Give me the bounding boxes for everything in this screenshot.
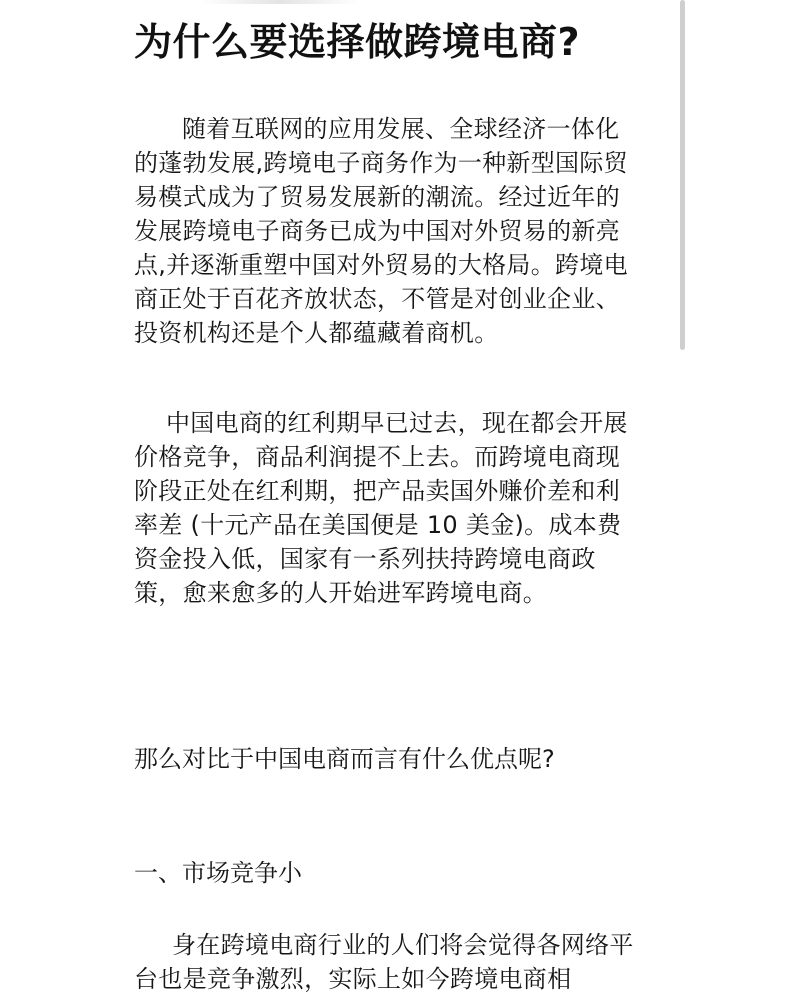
article-title: 为什么要选择做跨境电商? (134, 20, 581, 64)
top-edge-shadow (200, 0, 360, 4)
article-paragraph-competition: 身在跨境电商行业的人们将会觉得各网络平台也是竞争激烈，实际上如今跨境电商相 (134, 931, 634, 993)
section-heading-market-competition: 一、市场竞争小 (134, 859, 302, 887)
vertical-scrollbar-thumb[interactable] (680, 0, 685, 350)
article-paragraph-intro: 随着互联网的应用发展、全球经济一体化的蓬勃发展,跨境电子商务作为一种新型国际贸易模式成为了贸易发展新的潮流。经过近年的发展跨境电子商务已成为中国对外贸易的新亮点,并逐渐重塑中国对外贸易的大格局。跨境电商正处于百花齐放状态，不管是对创业企业、投资机构还是个人都蕴藏着商机。 (134, 115, 628, 347)
article-question: 那么对比于中国电商而言有什么优点呢? (134, 745, 555, 773)
article-paragraph-dividend: 中国电商的红利期早已过去，现在都会开展价格竞争，商品利润提不上去。而跨境电商现阶段正处在红利期，把产品卖国外赚价差和利率差 (十元产品在美国便是 10 美金)。成本费资金投入低，国家有一系列扶持跨境电商政策，愈来愈多的人开始进军跨境电商。 (134, 409, 628, 607)
